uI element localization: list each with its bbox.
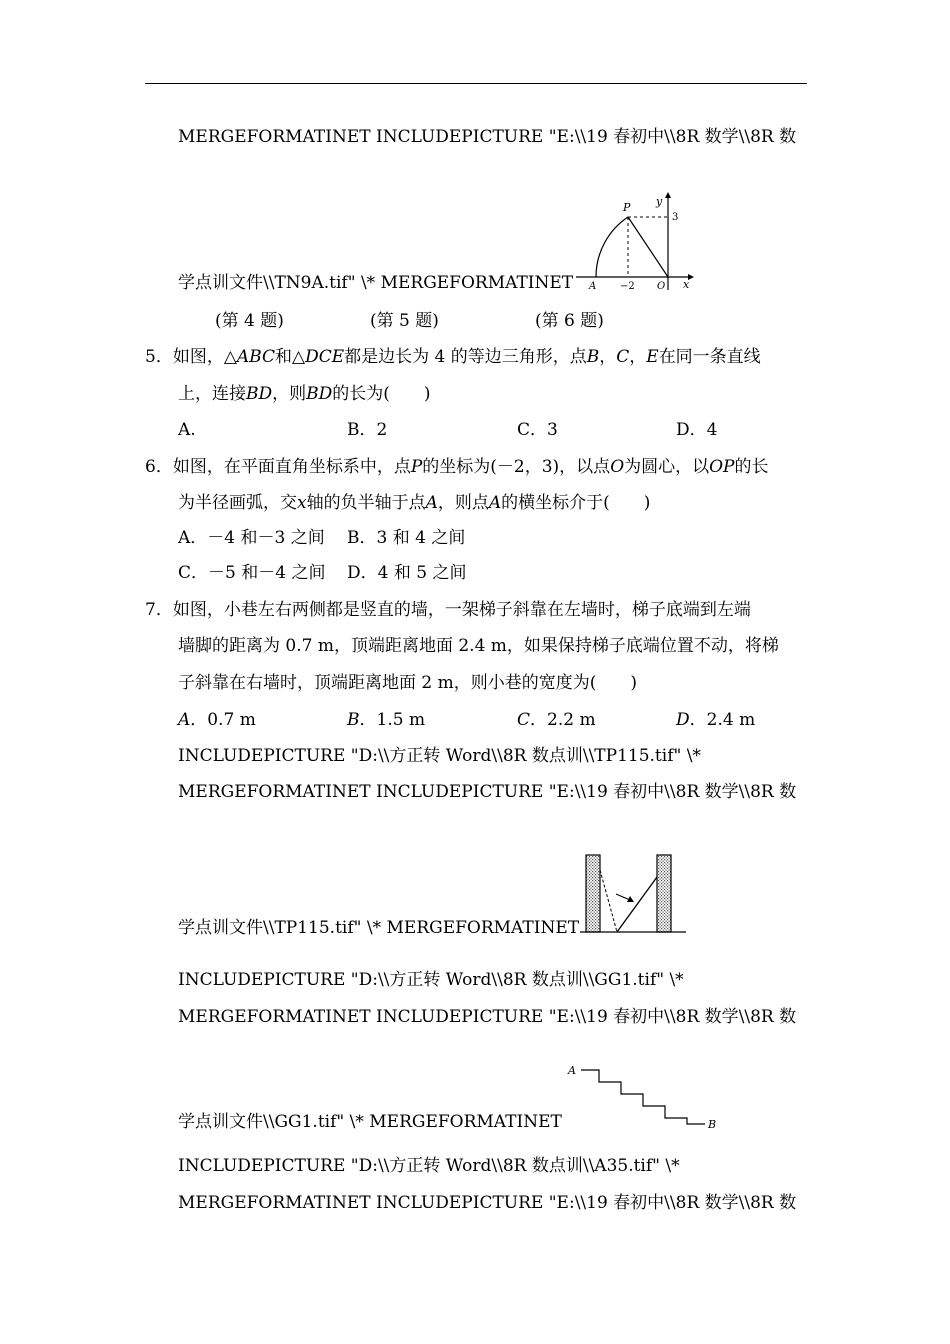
caption-q5: (第 5 题) — [370, 311, 439, 331]
field-code-line: MERGEFORMATINET INCLUDEPICTURE "E:\\19 春初中\\8R 数学\\8R 数 — [178, 1193, 797, 1213]
q6-option-c: C．－5 和－4 之间 — [178, 563, 326, 583]
field-code-line: 学点训文件\\TN9A.tif" \* MERGEFORMATINET — [178, 273, 574, 293]
q7-option-d: D．2.4 m — [676, 710, 756, 730]
q7-option-a: A．0.7 m — [178, 710, 256, 730]
left-wall — [586, 855, 600, 932]
q5-line-1: 5．如图，△ABC和△DCE都是边长为 4 的等边三角形，点B，C，E在同一条直线 — [145, 347, 761, 367]
ladder-left-dashed — [600, 870, 617, 932]
figure-stairs — [565, 1062, 725, 1137]
label-neg2: −2 — [620, 281, 635, 292]
q7-line-2: 墙脚的距离为 0.7 m，顶端距离地面 2.4 m，如果保持梯子底端位置不动，将梯 — [178, 636, 779, 656]
label-stairs-b: B — [708, 1118, 717, 1131]
field-code-line: MERGEFORMATINET INCLUDEPICTURE "E:\\19 春初中\\8R 数学\\8R 数 — [178, 782, 797, 802]
ladder-right — [617, 877, 657, 932]
header-rule — [145, 83, 807, 84]
figure-ladder-alley — [580, 850, 690, 936]
q6-option-d: D．4 和 5 之间 — [347, 563, 467, 583]
field-code-line: 学点训文件\\TP115.tif" \* MERGEFORMATINET — [178, 918, 580, 938]
label-3: 3 — [672, 212, 679, 223]
q5-line-2: 上，连接BD，则BD的长为( ) — [178, 384, 431, 404]
label-o: O — [657, 281, 666, 292]
field-code-line: INCLUDEPICTURE "D:\\方正转 Word\\8R 数点训\\A35.tif" \* — [178, 1156, 680, 1176]
q7-line-1: 7．如图，小巷左右两侧都是竖直的墙，一架梯子斜靠在左墙时，梯子底端到左端 — [145, 600, 751, 620]
field-code-line: MERGEFORMATINET INCLUDEPICTURE "E:\\19 春初中\\8R 数学\\8R 数 — [178, 127, 797, 147]
stairs-path — [581, 1070, 705, 1124]
label-stairs-a: A — [568, 1064, 576, 1077]
q6-line-1: 6．如图，在平面直角坐标系中，点P的坐标为(－2，3)，以点O为圆心，以OP的长 — [145, 457, 769, 477]
caption-q6: (第 6 题) — [535, 311, 604, 331]
label-y: y — [656, 195, 663, 208]
q7-option-c: C．2.2 m — [517, 710, 596, 730]
q7-line-3: 子斜靠在右墙时，顶端距离地面 2 m，则小巷的宽度为( ) — [178, 673, 638, 693]
q5-option-d: D．4 — [676, 420, 718, 440]
label-p: P — [623, 201, 631, 214]
right-wall — [657, 855, 671, 932]
label-a: A — [589, 281, 597, 292]
field-code-line: 学点训文件\\GG1.tif" \* MERGEFORMATINET — [178, 1112, 562, 1132]
q6-option-a: A．－4 和－3 之间 — [178, 528, 325, 548]
field-code-line: INCLUDEPICTURE "D:\\方正转 Word\\8R 数点训\\TP115.tif" \* — [178, 746, 701, 766]
y-axis-arrow — [665, 192, 671, 198]
arc — [596, 217, 628, 277]
q7-option-b: B．1.5 m — [347, 710, 426, 730]
field-code-line: INCLUDEPICTURE "D:\\方正转 Word\\8R 数点训\\GG1.tif" \* — [178, 970, 684, 990]
q5-option-b: B．2 — [347, 420, 388, 440]
segment-op — [628, 217, 668, 277]
q6-line-2: 为半径画弧，交x轴的负半轴于点A，则点A的横坐标介于( ) — [178, 493, 651, 513]
field-code-line: MERGEFORMATINET INCLUDEPICTURE "E:\\19 春初中\\8R 数学\\8R 数 — [178, 1007, 797, 1027]
q5-option-a: A. — [178, 420, 196, 440]
label-x: x — [683, 278, 690, 291]
caption-q4: (第 4 题) — [215, 311, 284, 331]
figure-coordinate-arc — [570, 190, 700, 295]
move-arrow — [616, 894, 630, 900]
q5-option-c: C．3 — [517, 420, 558, 440]
q6-option-b: B．3 和 4 之间 — [347, 528, 466, 548]
